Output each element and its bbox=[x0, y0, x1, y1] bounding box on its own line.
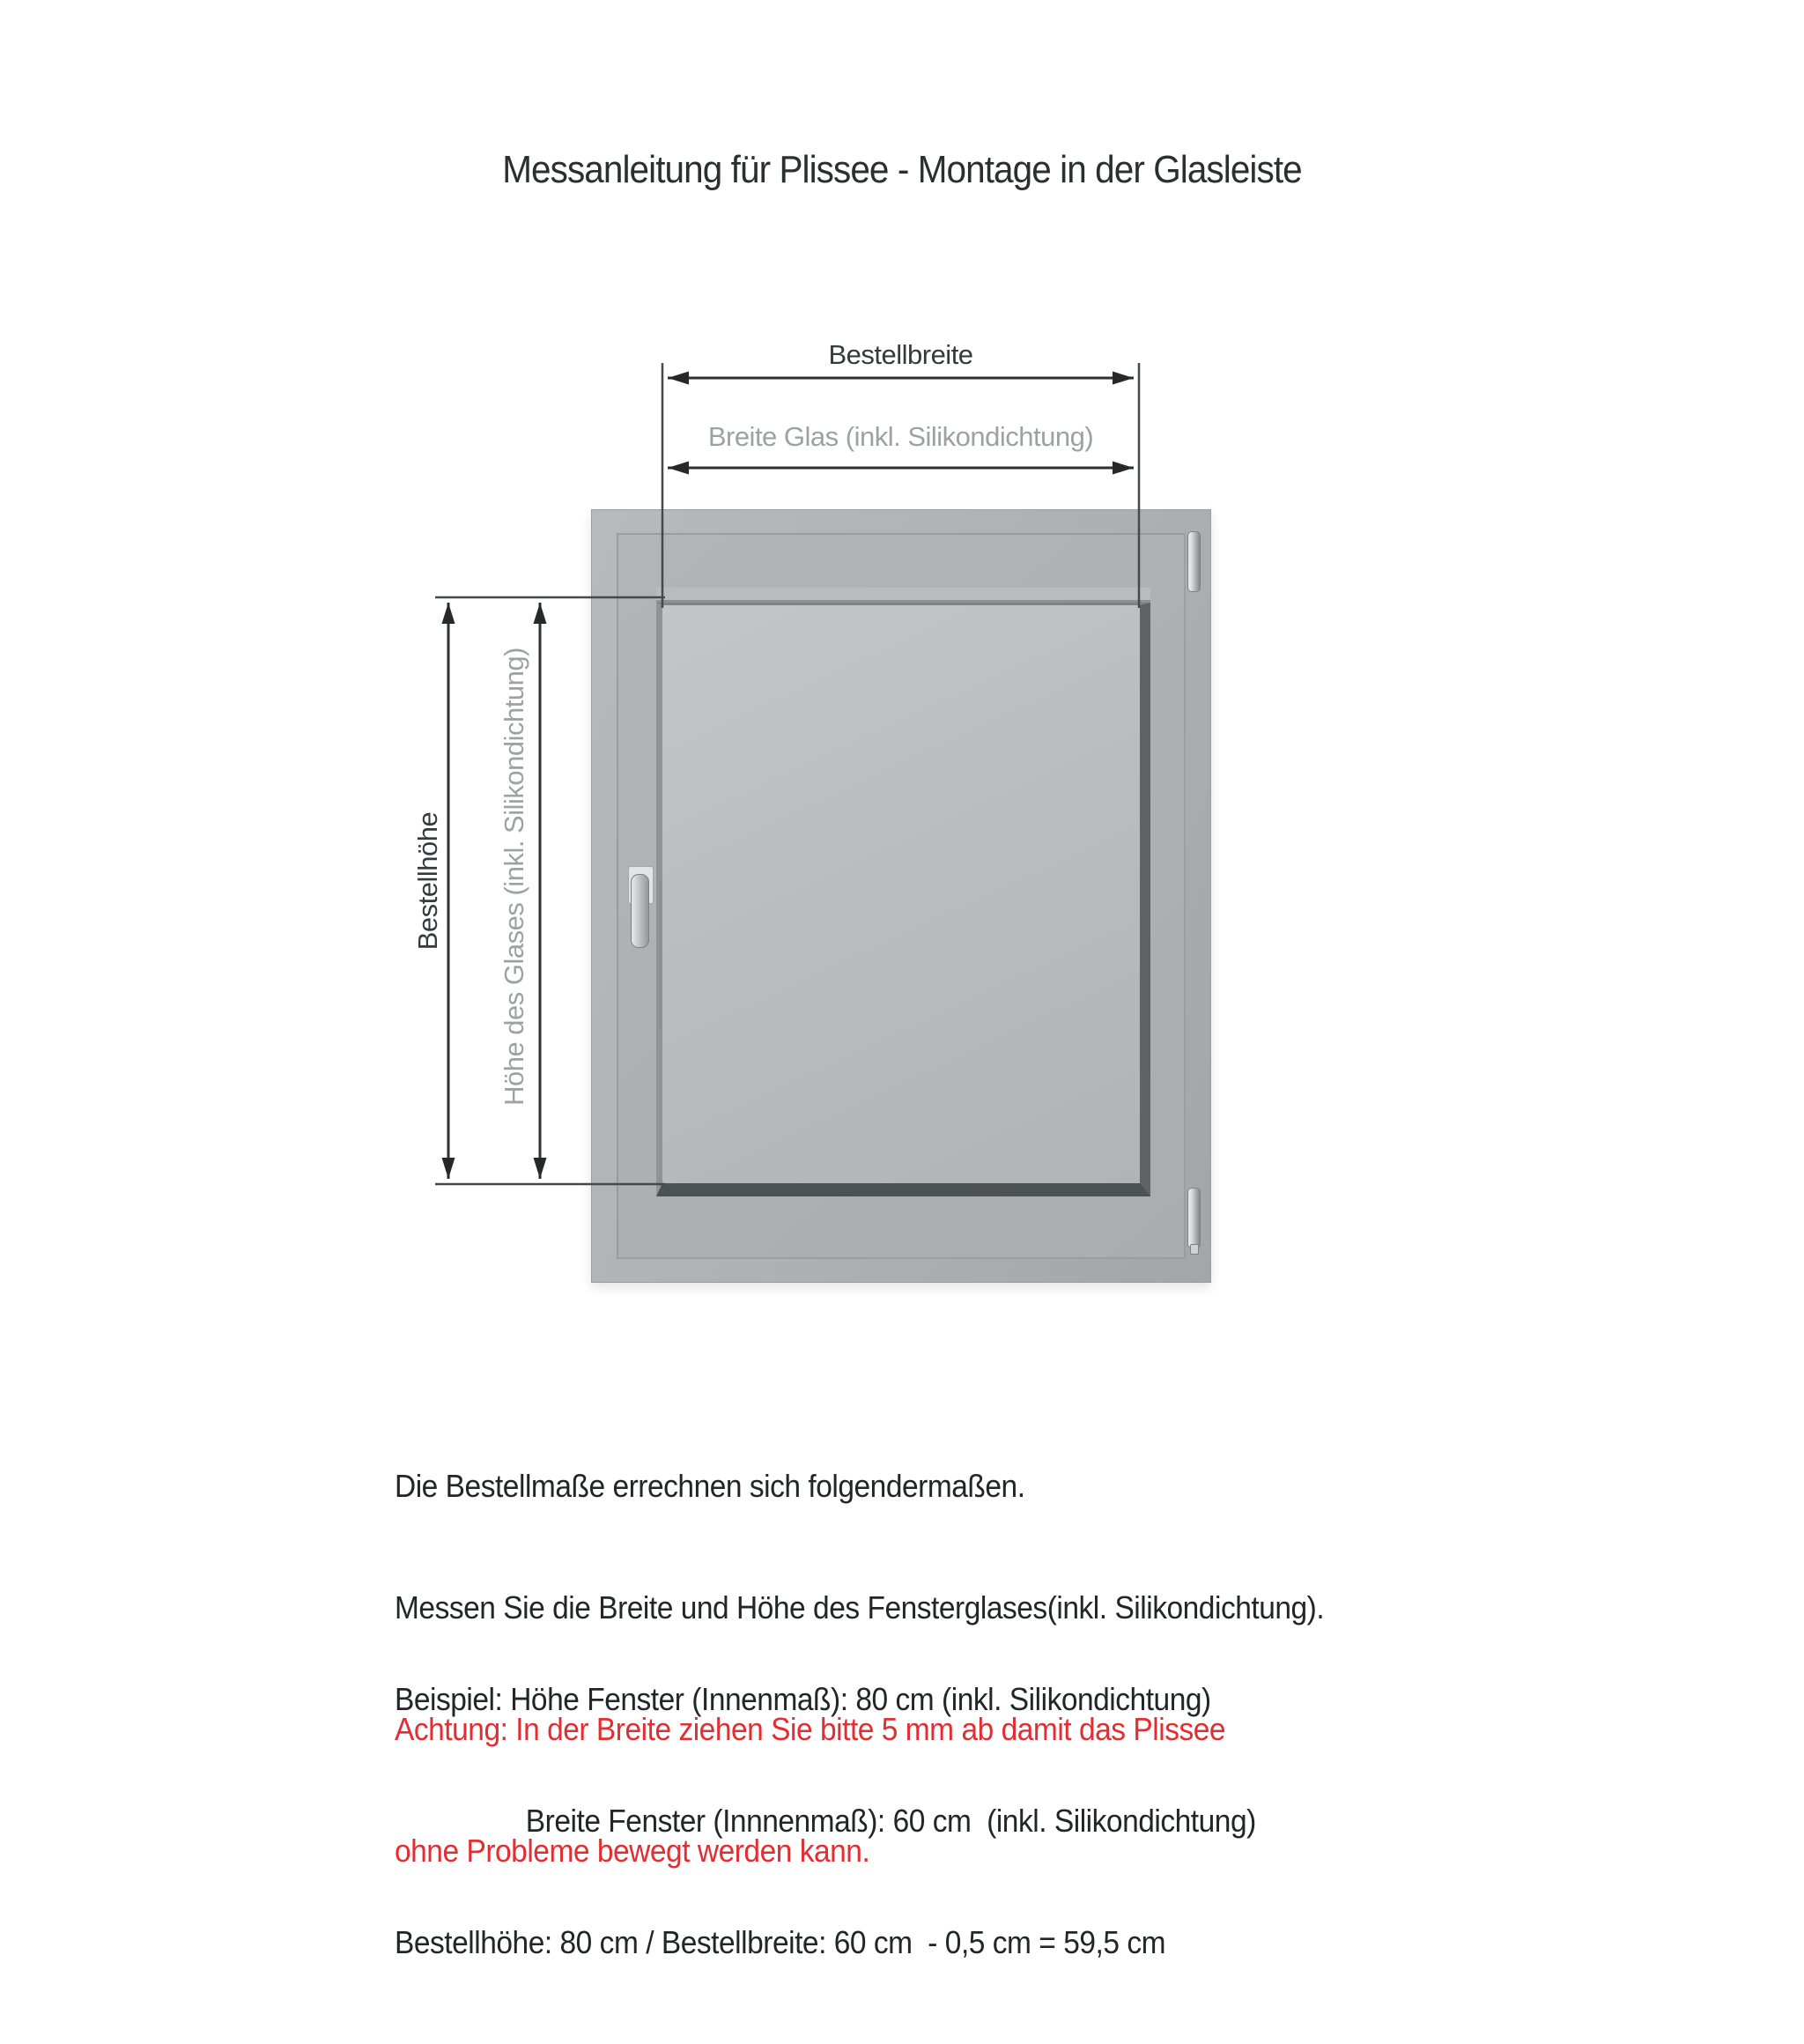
warning-line-2: ohne Probleme bewegt werden kann. bbox=[395, 1833, 870, 1869]
hinge-pin bbox=[1190, 1244, 1199, 1255]
instruction-line-2: Messen Sie die Breite und Höhe des Fensterglases(inkl. Silikondichtung). bbox=[395, 1589, 1325, 1626]
example-line-3: Bestellhöhe: 80 cm / Bestellbreite: 60 cm - 0,5 cm = 59,5 cm bbox=[395, 1924, 1166, 1960]
instruction-line-1: Die Bestellmaße errechnen sich folgendermaßen. bbox=[395, 1468, 1025, 1504]
hinge-top bbox=[1187, 531, 1201, 592]
window-glass bbox=[656, 603, 1150, 1196]
window-frame bbox=[591, 509, 1211, 1283]
label-hoehe-glas: Höhe des Glases (inkl. Silikondichtung) bbox=[499, 648, 529, 1106]
label-bestellhoehe: Bestellhöhe bbox=[412, 811, 443, 951]
window-glass-assembly bbox=[656, 588, 1150, 1196]
label-bestellbreite: Bestellbreite bbox=[828, 339, 973, 370]
hinge-bottom bbox=[1187, 1188, 1201, 1248]
label-breite-glas: Breite Glas (inkl. Silikondichtung) bbox=[707, 421, 1094, 452]
glazing-bead-top-profile bbox=[656, 588, 1150, 603]
warning-line-1: Achtung: In der Breite ziehen Sie bitte 5 mm ab damit das Plissee bbox=[395, 1711, 1226, 1747]
page-title: Messanleitung für Plissee - Montage in der Glasleiste bbox=[502, 148, 1302, 191]
example-line-1: Beispiel: Höhe Fenster (Innenmaß): 80 cm (inkl. Silikondichtung) bbox=[395, 1681, 1211, 1717]
example-paragraph bbox=[395, 1598, 1256, 2044]
window-handle bbox=[631, 874, 649, 948]
example-line-2: Breite Fenster (Innnenmaß): 60 cm (inkl. Silikondichtung) bbox=[525, 1803, 1256, 1839]
